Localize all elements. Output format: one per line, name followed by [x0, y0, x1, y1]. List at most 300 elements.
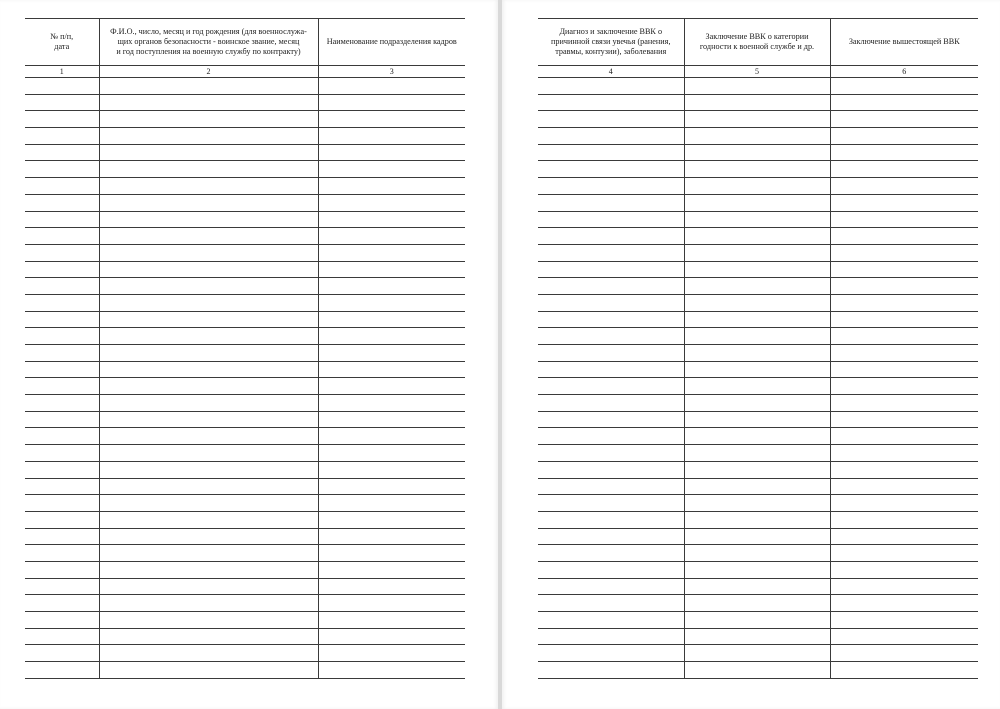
table-cell	[25, 194, 99, 211]
table-cell	[538, 511, 684, 528]
table-cell	[318, 528, 465, 545]
table-cell	[318, 461, 465, 478]
table-row	[25, 628, 465, 645]
table-cell	[830, 378, 978, 395]
table-cell	[684, 578, 830, 595]
table-cell	[318, 411, 465, 428]
table-row	[538, 361, 978, 378]
table-cell	[830, 228, 978, 245]
table-row	[538, 461, 978, 478]
table-cell	[99, 78, 318, 95]
table-cell	[25, 228, 99, 245]
table-cell	[684, 294, 830, 311]
table-cell	[25, 612, 99, 629]
table-row	[538, 194, 978, 211]
table-row	[25, 511, 465, 528]
table-cell	[684, 428, 830, 445]
table-cell	[684, 278, 830, 295]
table-cell	[99, 178, 318, 195]
table-cell	[684, 328, 830, 345]
table-cell	[684, 662, 830, 679]
table-cell	[684, 395, 830, 412]
table-cell	[25, 561, 99, 578]
table-row	[538, 511, 978, 528]
table-cell	[318, 378, 465, 395]
table-row	[25, 78, 465, 95]
table-row	[538, 328, 978, 345]
table-cell	[318, 261, 465, 278]
table-row	[538, 528, 978, 545]
table-cell	[25, 595, 99, 612]
table-cell	[25, 578, 99, 595]
table-cell	[684, 461, 830, 478]
table-cell	[684, 528, 830, 545]
table-cell	[684, 94, 830, 111]
table-cell	[318, 228, 465, 245]
table-cell	[684, 161, 830, 178]
table-row	[25, 561, 465, 578]
table-row	[25, 461, 465, 478]
table-row	[538, 445, 978, 462]
table-row	[25, 361, 465, 378]
table-cell	[538, 528, 684, 545]
table-cell	[25, 294, 99, 311]
table-cell	[318, 311, 465, 328]
table-row	[538, 228, 978, 245]
table-row	[25, 94, 465, 111]
table-cell	[538, 561, 684, 578]
table-cell	[318, 328, 465, 345]
table-cell	[830, 345, 978, 362]
table-cell	[25, 244, 99, 261]
table-cell	[684, 595, 830, 612]
table-row	[25, 645, 465, 662]
table-cell	[25, 411, 99, 428]
table-row	[538, 128, 978, 145]
table-cell	[318, 662, 465, 679]
table-cell	[538, 411, 684, 428]
table-cell	[25, 144, 99, 161]
table-cell	[684, 345, 830, 362]
table-row	[538, 161, 978, 178]
table-cell	[538, 278, 684, 295]
table-cell	[538, 178, 684, 195]
header-personnel-unit: Наименование подразделения кадров	[318, 19, 465, 66]
table-row	[538, 612, 978, 629]
table-row	[25, 278, 465, 295]
table-cell	[538, 478, 684, 495]
table-row	[25, 428, 465, 445]
table-cell	[318, 478, 465, 495]
table-row	[538, 395, 978, 412]
table-cell	[684, 311, 830, 328]
table-cell	[830, 395, 978, 412]
table-cell	[538, 595, 684, 612]
table-cell	[99, 261, 318, 278]
column-number: 2	[99, 66, 318, 78]
table-cell	[684, 194, 830, 211]
table-cell	[538, 294, 684, 311]
table-cell	[830, 461, 978, 478]
table-cell	[25, 545, 99, 562]
table-row	[538, 294, 978, 311]
table-cell	[684, 228, 830, 245]
table-cell	[830, 94, 978, 111]
table-cell	[684, 378, 830, 395]
table-row	[25, 128, 465, 145]
table-cell	[830, 294, 978, 311]
table-cell	[830, 545, 978, 562]
table-cell	[99, 128, 318, 145]
table-cell	[25, 278, 99, 295]
table-cell	[318, 194, 465, 211]
table-cell	[538, 261, 684, 278]
table-cell	[99, 244, 318, 261]
table-cell	[25, 94, 99, 111]
table-cell	[830, 428, 978, 445]
table-row	[538, 595, 978, 612]
table-cell	[318, 545, 465, 562]
table-cell	[25, 345, 99, 362]
table-cell	[318, 495, 465, 512]
table-cell	[99, 628, 318, 645]
table-row	[25, 144, 465, 161]
table-cell	[538, 94, 684, 111]
table-row	[25, 178, 465, 195]
table-cell	[538, 612, 684, 629]
table-cell	[830, 111, 978, 128]
table-cell	[99, 345, 318, 362]
table-row	[538, 411, 978, 428]
table-cell	[684, 561, 830, 578]
table-cell	[25, 78, 99, 95]
table-cell	[318, 645, 465, 662]
table-row	[538, 478, 978, 495]
table-row	[538, 378, 978, 395]
table-row	[25, 478, 465, 495]
table-cell	[99, 378, 318, 395]
table-cell	[318, 161, 465, 178]
table-cell	[538, 144, 684, 161]
table-row	[538, 645, 978, 662]
table-cell	[684, 211, 830, 228]
table-cell	[25, 211, 99, 228]
table-cell	[318, 144, 465, 161]
table-cell	[318, 511, 465, 528]
table-cell	[538, 445, 684, 462]
table-cell	[318, 578, 465, 595]
table-cell	[538, 211, 684, 228]
table-cell	[318, 345, 465, 362]
table-cell	[99, 395, 318, 412]
left-table-body	[25, 78, 465, 679]
table-row	[25, 261, 465, 278]
table-cell	[684, 628, 830, 645]
table-cell	[25, 662, 99, 679]
table-cell	[25, 128, 99, 145]
table-row	[25, 228, 465, 245]
table-cell	[99, 612, 318, 629]
table-cell	[25, 461, 99, 478]
column-number-row	[25, 66, 465, 78]
table-cell	[830, 178, 978, 195]
table-cell	[538, 228, 684, 245]
table-cell	[684, 128, 830, 145]
table-row	[25, 528, 465, 545]
table-row	[25, 411, 465, 428]
table-cell	[25, 495, 99, 512]
table-cell	[830, 211, 978, 228]
table-cell	[830, 511, 978, 528]
table-cell	[99, 495, 318, 512]
table-cell	[99, 511, 318, 528]
column-number: 4	[538, 66, 684, 78]
table-cell	[830, 244, 978, 261]
table-cell	[25, 378, 99, 395]
table-cell	[830, 78, 978, 95]
table-cell	[830, 161, 978, 178]
table-cell	[318, 211, 465, 228]
table-row	[25, 445, 465, 462]
left-register-table	[25, 18, 465, 679]
table-row	[25, 161, 465, 178]
table-cell	[830, 578, 978, 595]
table-cell	[318, 111, 465, 128]
table-cell	[830, 411, 978, 428]
table-cell	[99, 595, 318, 612]
table-cell	[684, 111, 830, 128]
table-cell	[538, 78, 684, 95]
table-cell	[538, 378, 684, 395]
table-row	[538, 278, 978, 295]
table-cell	[538, 628, 684, 645]
table-cell	[318, 445, 465, 462]
table-cell	[830, 128, 978, 145]
table-row	[538, 94, 978, 111]
header-fitness-category: Заключение ВВК о категории годности к военной службе и др.	[684, 19, 830, 66]
table-cell	[684, 445, 830, 462]
table-cell	[318, 178, 465, 195]
table-row	[538, 111, 978, 128]
table-cell	[25, 478, 99, 495]
table-cell	[99, 94, 318, 111]
table-cell	[830, 645, 978, 662]
table-cell	[99, 294, 318, 311]
left-page	[0, 0, 498, 709]
table-cell	[318, 244, 465, 261]
table-cell	[318, 94, 465, 111]
table-cell	[684, 78, 830, 95]
table-cell	[684, 244, 830, 261]
table-cell	[25, 628, 99, 645]
table-cell	[538, 461, 684, 478]
right-page	[502, 0, 1000, 709]
table-cell	[25, 395, 99, 412]
table-cell	[318, 278, 465, 295]
table-cell	[318, 294, 465, 311]
table-cell	[318, 78, 465, 95]
table-cell	[538, 194, 684, 211]
right-register-table	[538, 18, 978, 679]
table-cell	[318, 361, 465, 378]
table-cell	[830, 495, 978, 512]
table-cell	[99, 278, 318, 295]
table-cell	[99, 328, 318, 345]
table-row	[25, 378, 465, 395]
table-row	[25, 595, 465, 612]
table-row	[538, 261, 978, 278]
table-cell	[25, 645, 99, 662]
table-cell	[538, 645, 684, 662]
table-cell	[318, 561, 465, 578]
table-row	[25, 612, 465, 629]
table-cell	[99, 144, 318, 161]
table-cell	[830, 278, 978, 295]
table-cell	[684, 478, 830, 495]
table-row	[25, 662, 465, 679]
table-cell	[25, 111, 99, 128]
table-cell	[538, 328, 684, 345]
table-cell	[99, 111, 318, 128]
column-number: 6	[830, 66, 978, 78]
table-row	[25, 311, 465, 328]
table-cell	[99, 478, 318, 495]
table-row	[538, 495, 978, 512]
table-cell	[99, 662, 318, 679]
table-row	[25, 111, 465, 128]
right-table-body	[538, 78, 978, 679]
table-cell	[830, 194, 978, 211]
column-number: 5	[684, 66, 830, 78]
table-cell	[99, 211, 318, 228]
header-full-name-birth: Ф.И.О., число, месяц и год рождения (для военнослужа- щих органов безопасности - воинское звание, месяц и год поступления на военную службу по контракту)	[99, 19, 318, 66]
table-cell	[684, 645, 830, 662]
table-cell	[318, 395, 465, 412]
table-row	[25, 194, 465, 211]
table-row	[538, 628, 978, 645]
table-cell	[318, 428, 465, 445]
table-cell	[25, 328, 99, 345]
table-cell	[99, 411, 318, 428]
table-row	[25, 345, 465, 362]
table-cell	[538, 428, 684, 445]
header-row	[25, 19, 465, 66]
table-cell	[830, 528, 978, 545]
table-cell	[830, 628, 978, 645]
table-row	[538, 545, 978, 562]
table-cell	[318, 628, 465, 645]
table-cell	[830, 445, 978, 462]
column-number: 3	[318, 66, 465, 78]
table-cell	[684, 261, 830, 278]
table-cell	[538, 128, 684, 145]
column-number: 1	[25, 66, 99, 78]
table-cell	[318, 128, 465, 145]
table-cell	[830, 478, 978, 495]
table-cell	[25, 361, 99, 378]
table-cell	[684, 361, 830, 378]
table-cell	[830, 561, 978, 578]
table-cell	[25, 511, 99, 528]
header-number-date: № п/п, дата	[25, 19, 99, 66]
header-diagnosis: Диагноз и заключение ВВК о причинной связи увечья (ранения, травмы, контузии), заболевания	[538, 19, 684, 66]
table-cell	[538, 662, 684, 679]
table-cell	[684, 411, 830, 428]
table-cell	[830, 311, 978, 328]
table-cell	[25, 261, 99, 278]
table-cell	[684, 511, 830, 528]
table-cell	[538, 578, 684, 595]
table-cell	[25, 528, 99, 545]
table-row	[538, 244, 978, 261]
header-row	[538, 19, 978, 66]
table-cell	[318, 612, 465, 629]
table-row	[538, 428, 978, 445]
table-cell	[830, 261, 978, 278]
table-cell	[684, 178, 830, 195]
table-cell	[99, 578, 318, 595]
table-cell	[99, 445, 318, 462]
table-row	[538, 561, 978, 578]
table-cell	[684, 545, 830, 562]
table-cell	[538, 311, 684, 328]
table-row	[25, 211, 465, 228]
table-cell	[25, 161, 99, 178]
table-row	[25, 328, 465, 345]
table-cell	[538, 161, 684, 178]
table-cell	[99, 311, 318, 328]
table-cell	[830, 361, 978, 378]
table-cell	[99, 561, 318, 578]
table-row	[25, 395, 465, 412]
table-cell	[99, 461, 318, 478]
table-row	[25, 578, 465, 595]
table-cell	[538, 395, 684, 412]
table-cell	[99, 528, 318, 545]
table-cell	[25, 311, 99, 328]
table-cell	[830, 595, 978, 612]
table-row	[538, 311, 978, 328]
table-cell	[25, 178, 99, 195]
table-row	[25, 495, 465, 512]
table-row	[538, 78, 978, 95]
table-cell	[99, 545, 318, 562]
header-higher-vvk: Заключение вышестоящей ВВК	[830, 19, 978, 66]
table-cell	[830, 328, 978, 345]
table-row	[538, 178, 978, 195]
table-cell	[99, 428, 318, 445]
table-row	[538, 578, 978, 595]
table-row	[538, 211, 978, 228]
table-cell	[99, 228, 318, 245]
table-row	[538, 662, 978, 679]
table-cell	[25, 428, 99, 445]
table-cell	[538, 111, 684, 128]
table-row	[538, 144, 978, 161]
table-cell	[318, 595, 465, 612]
table-cell	[538, 545, 684, 562]
table-cell	[99, 194, 318, 211]
table-cell	[99, 361, 318, 378]
table-cell	[538, 495, 684, 512]
table-cell	[830, 662, 978, 679]
column-number-row	[538, 66, 978, 78]
table-cell	[538, 244, 684, 261]
table-cell	[684, 495, 830, 512]
table-cell	[684, 612, 830, 629]
table-cell	[538, 361, 684, 378]
table-row	[25, 545, 465, 562]
